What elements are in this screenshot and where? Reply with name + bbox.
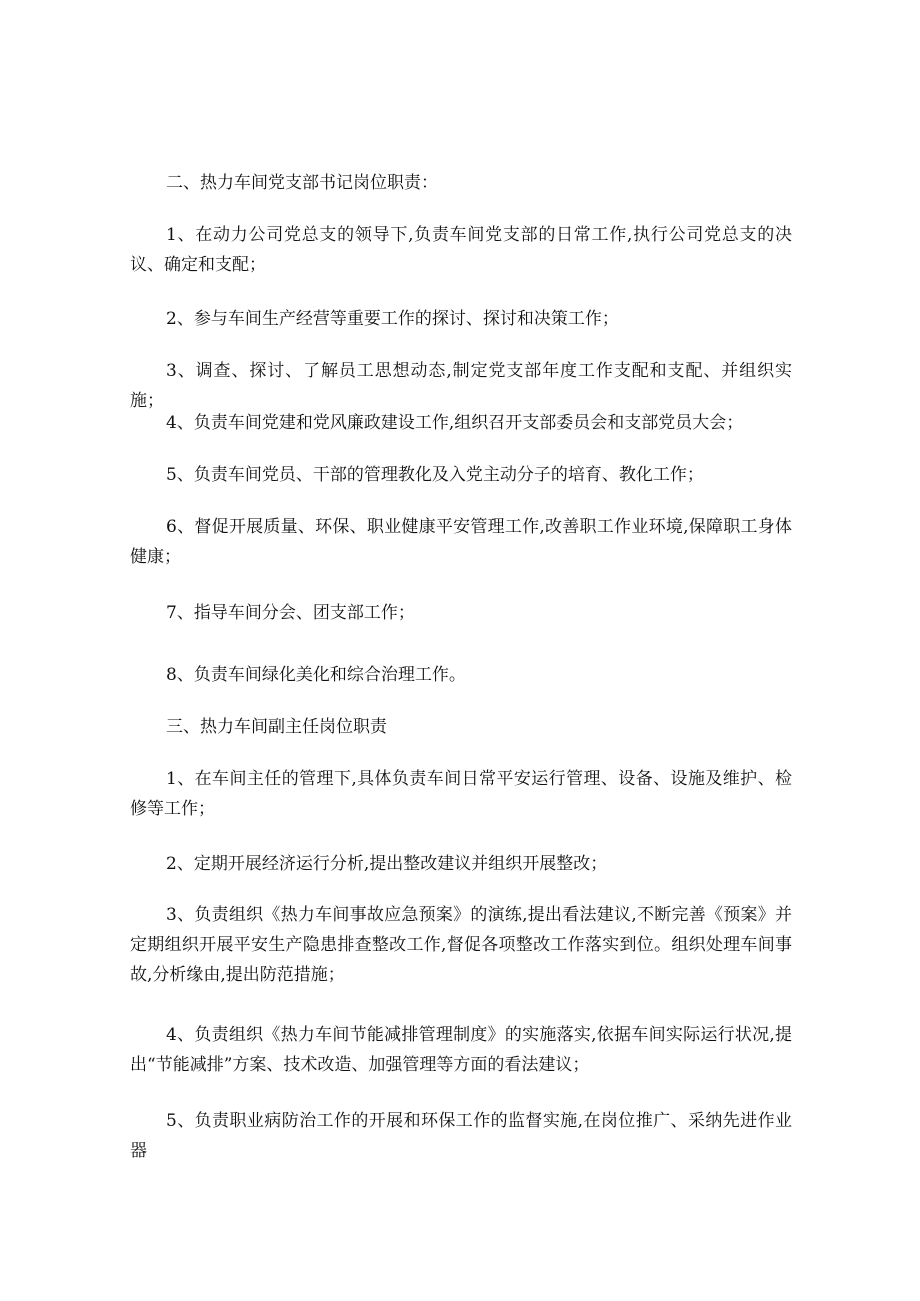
section-2-item-6: 6、督促开展质量、环保、职业健康平安管理工作,改善职工作业环境,保障职工身体健康； xyxy=(130,517,792,567)
section-3-heading: 三、热力车间副主任岗位职责 xyxy=(166,717,387,737)
section-2-item-5: 5、负责车间党员、干部的管理教化及入党主动分子的培育、教化工作； xyxy=(166,465,704,485)
section-3-item-3: 3、负责组织《热力车间事故应急预案》的演练,提出看法建议,不断完善《预案》并定期组织开展平安生产隐患排查整改工作,督促各项整改工作落实到位。组织处理车间事故,分析缘由,提出防范措施； xyxy=(130,905,792,985)
section-2-item-2: 2、参与车间生产经营等重要工作的探讨、探讨和决策工作； xyxy=(166,309,619,329)
section-2-heading: 二、热力车间党支部书记岗位职责： xyxy=(166,173,438,193)
section-3-item-2: 2、定期开展经济运行分析,提出整改建议并组织开展整改； xyxy=(166,854,608,874)
section-3-item-4: 4、负责组织《热力车间节能减排管理制度》的实施落实,依据车间实际运行状况,提出“节能减排”方案、技术改造、加强管理等方面的看法建议； xyxy=(130,1025,792,1075)
section-2-item-7: 7、指导车间分会、团支部工作； xyxy=(166,603,415,623)
section-3-item-1: 1、在车间主任的管理下,具体负责车间日常平安运行管理、设备、设施及维护、检修等工作； xyxy=(130,769,792,819)
section-2-item-3: 3、调查、探讨、了解员工思想动态,制定党支部年度工作支配和支配、并组织实施； xyxy=(130,361,792,411)
section-2-item-8: 8、负责车间绿化美化和综合治理工作。 xyxy=(166,665,466,685)
section-2-item-1: 1、在动力公司党总支的领导下,负责车间党支部的日常工作,执行公司党总支的决议、确定和支配； xyxy=(130,225,792,275)
section-2-item-4: 4、负责车间党建和党风廉政建设工作,组织召开支部委员会和支部党员大会； xyxy=(166,413,744,433)
section-3-item-5: 5、负责职业病防治工作的开展和环保工作的监督实施,在岗位推广、采纳先进作业器 xyxy=(130,1111,792,1161)
